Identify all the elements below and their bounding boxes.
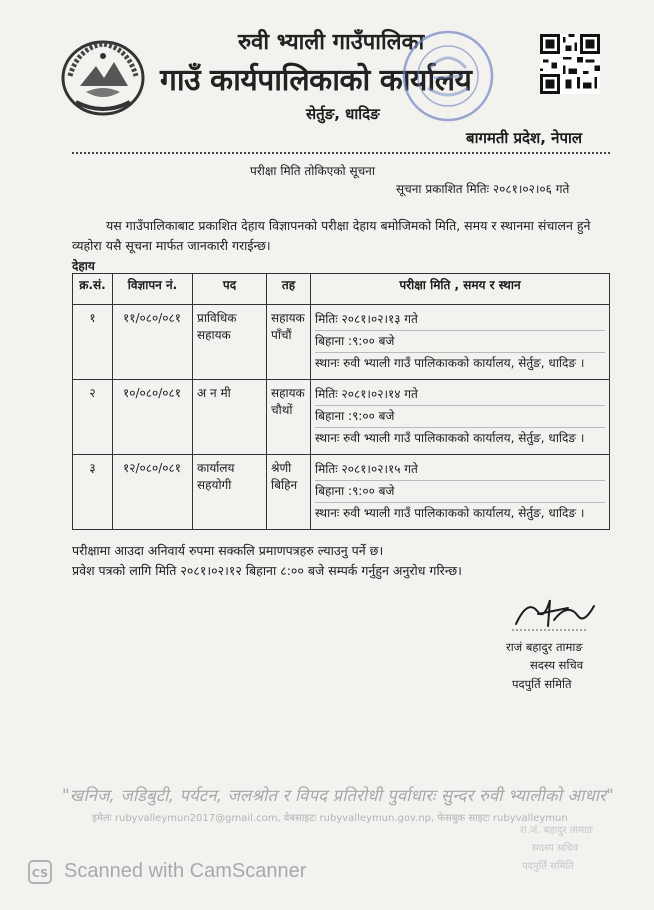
office-location: सेर्तुङ, धादिङ (306, 105, 380, 123)
level-line: बिहिन (271, 478, 298, 492)
post-line: सहायक (197, 328, 231, 342)
exam-date: मितिः २०८१।०२।१३ गते (315, 309, 605, 331)
nepal-emblem-icon (58, 36, 148, 118)
signatory-name: राजं बहादुर तामाङ (506, 640, 583, 654)
exam-date: मितिः २०८१।०२।१५ गते (315, 459, 605, 481)
cell-level (267, 455, 311, 530)
exam-schedule-table (72, 273, 610, 530)
exam-place: स्थानः रुवी भ्याली गाउँ पालिकाकको कार्यालय, सेर्तुङ, धादिङ । (315, 431, 585, 445)
table-row (73, 380, 610, 455)
level-line: श्रेणी (271, 461, 292, 475)
col-header-level: तह (267, 274, 311, 305)
cell-adv-no: ११/०८०/०८१ (113, 305, 193, 380)
col-header-adv-no: विज्ञापन नं. (113, 274, 193, 305)
bleed-through-text: पदपुर्ति समिति (522, 861, 574, 872)
exam-time: बिहाना :९:०० बजे (315, 331, 605, 353)
cell-sn: २ (73, 380, 113, 455)
signatory-role: सदस्य सचिव (530, 658, 584, 672)
level-line: सहायक (271, 386, 305, 400)
signature (508, 590, 598, 638)
exam-time: बिहाना :९:०० बजे (315, 481, 605, 503)
notice-paragraph: यस गाउँपालिकाबाट प्रकाशित देहाय विज्ञापनको परीक्षा देहाय बमोजिमको मिति, समय र स्थानमा संचालन हुने व्यहोरा यसै सूचना मार्फत जानकारी गराईन्छ। (72, 218, 591, 253)
level-line: सहायक (271, 311, 305, 325)
table-caption: देहाय (72, 259, 95, 273)
exam-place: स्थानः रुवी भ्याली गाउँ पालिकाकको कार्यालय, सेर्तुङ, धादिङ । (315, 356, 585, 370)
post-line: अ न मी (197, 386, 231, 400)
header-divider (72, 152, 610, 154)
cell-post (193, 380, 267, 455)
bleed-through-text: सदस्य सचिव (532, 843, 579, 854)
level-line: चौथों (271, 403, 293, 417)
cell-sn: ३ (73, 455, 113, 530)
cell-sn: १ (73, 305, 113, 380)
notice-title: परीक्षा मिति तोकिएको सूचना (250, 164, 375, 178)
cell-adv-no: १०/०८०/०८१ (113, 380, 193, 455)
cell-exam-details (311, 305, 610, 380)
col-header-sn: क्र.सं. (73, 274, 113, 305)
cell-exam-details (311, 380, 610, 455)
cell-post (193, 455, 267, 530)
post-line: सहयोगी (197, 478, 232, 492)
cell-level (267, 305, 311, 380)
table-header-row (73, 274, 610, 305)
municipality-motto: "खनिज, जडिबुटी, पर्यटन, जलश्रोत र विपद प्रतिरोधी पुर्वाधारः सुन्दर रुवी भ्यालीको आधार" (62, 786, 614, 805)
col-header-post: पद (193, 274, 267, 305)
camscanner-logo-icon: CS (28, 860, 52, 884)
cell-exam-details (311, 455, 610, 530)
province: बागमती प्रदेश, नेपाल (466, 129, 583, 147)
exam-date: मितिः २०८१।०२।१४ गते (315, 384, 605, 406)
exam-place: स्थानः रुवी भ्याली गाउँ पालिकाकको कार्यालय, सेर्तुङ, धादिङ । (315, 506, 585, 520)
exam-time: बिहाना :९:०० बजे (315, 406, 605, 428)
table-row (73, 305, 610, 380)
cell-post (193, 305, 267, 380)
published-date: सूचना प्रकाशित मितिः २०८१।०२।०६ गते (396, 182, 570, 196)
note-admit-card: प्रवेश पत्रको लागि मिति २०८१।०२।१२ बिहाना ८:०० बजे सम्पर्क गर्नुहुन अनुरोध गरिन्छ। (72, 563, 462, 578)
bleed-through-text: रा.जं. बहादुर तामाङ (520, 825, 594, 836)
scanner-watermark: Scanned with CamScanner (64, 860, 307, 882)
note-certificates: परीक्षामा आउदा अनिवार्य रुपमा सक्कलि प्रमाणपत्रहरु ल्याउनु पर्ने छ। (72, 543, 384, 558)
office-title: गाउँ कार्यपालिकाको कार्यालय (160, 63, 472, 98)
cell-adv-no: १२/०८०/०८१ (113, 455, 193, 530)
cell-level (267, 380, 311, 455)
post-line: कार्यालय (197, 461, 235, 475)
contact-info: इमेलः rubyvalleymun2017@gmail.com, वेबसाइटः rubyvalleymun.gov.np, फेसबुक साइटः rubyvalleymun (92, 813, 568, 824)
office-stamp (400, 28, 496, 124)
post-line: प्राविधिक (197, 311, 237, 325)
signatory-committee: पदपुर्ति समिति (512, 677, 572, 691)
col-header-exam-details: परीक्षा मिति , समय र स्थान (311, 274, 610, 305)
org-name: रुवी भ्याली गाउँपालिका (238, 30, 425, 55)
level-line: पाँचौं (271, 328, 292, 342)
qr-code (540, 34, 600, 94)
table-row (73, 455, 610, 530)
